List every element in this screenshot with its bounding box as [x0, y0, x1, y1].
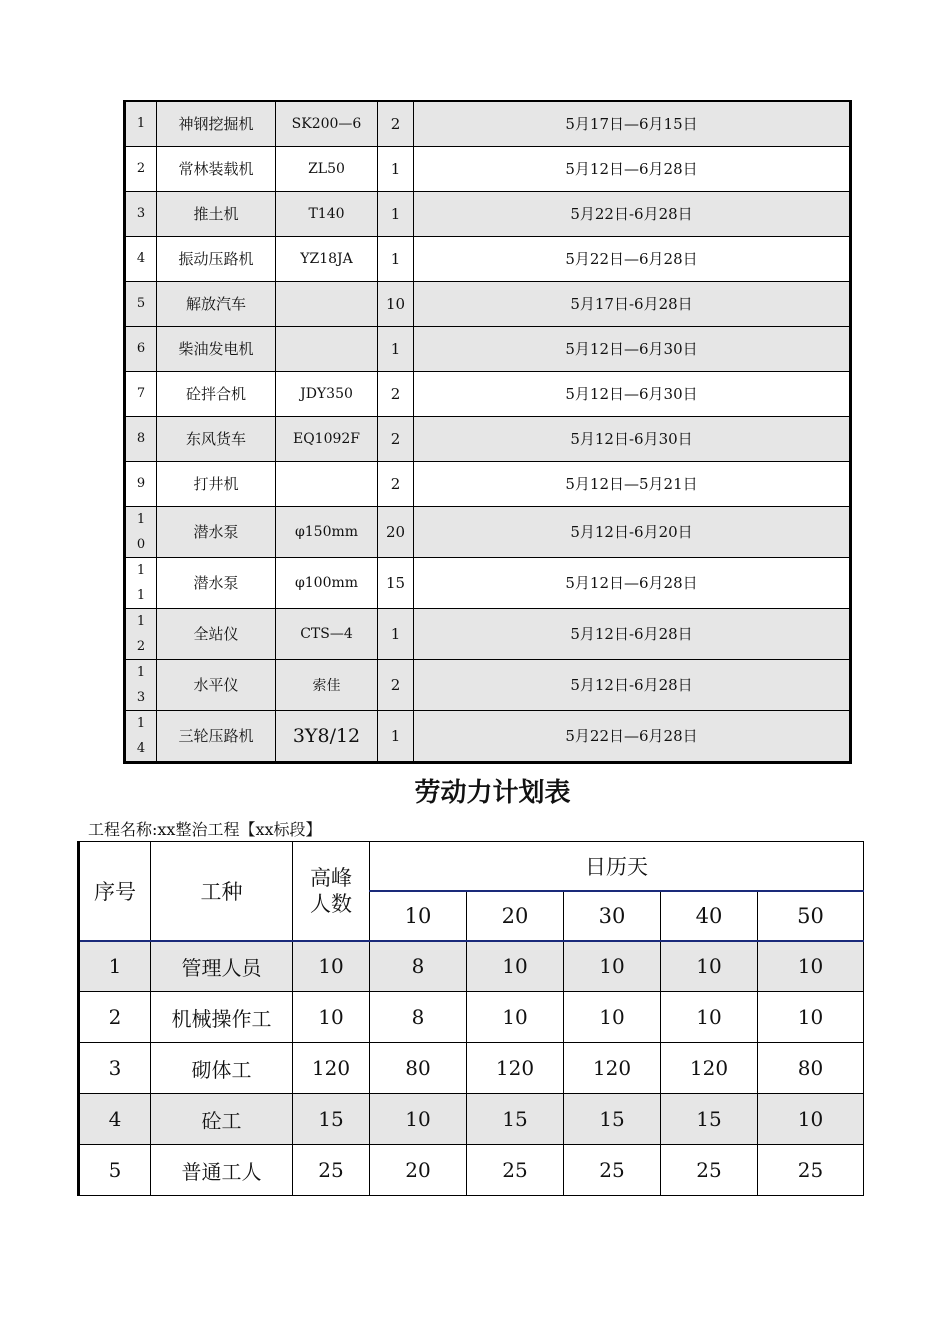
- equipment-model: SK200—6: [276, 101, 378, 146]
- labor-no: 5: [79, 1145, 151, 1196]
- labor-day-value: 10: [467, 992, 564, 1043]
- labor-trade: 普通工人: [151, 1145, 293, 1196]
- equipment-qty: 2: [378, 371, 414, 416]
- labor-day-value: 25: [564, 1145, 661, 1196]
- equipment-row: [125, 506, 851, 557]
- equipment-name: 神钢挖掘机: [157, 101, 276, 146]
- equipment-qty: 1: [378, 608, 414, 659]
- equipment-row: [125, 608, 851, 659]
- equipment-model: φ100mm: [276, 557, 378, 608]
- equipment-period: 5月12日—6月30日: [414, 371, 851, 416]
- labor-day-value: 25: [758, 1145, 864, 1196]
- labor-no: 4: [79, 1094, 151, 1145]
- equipment-row: [125, 710, 851, 762]
- labor-day-value: 10: [758, 1094, 864, 1145]
- equipment-table: [123, 100, 852, 764]
- labor-peak: 120: [293, 1043, 370, 1094]
- equipment-name: 全站仪: [157, 608, 276, 659]
- equipment-name: 潜水泵: [157, 557, 276, 608]
- equipment-no: 1: [125, 101, 157, 146]
- labor-peak: 10: [293, 941, 370, 992]
- equipment-name: 水平仪: [157, 659, 276, 710]
- equipment-no: 5: [125, 281, 157, 326]
- labor-day-value: 15: [467, 1094, 564, 1145]
- equipment-period: 5月22日—6月28日: [414, 236, 851, 281]
- labor-day-value: 15: [661, 1094, 758, 1145]
- labor-row: [79, 941, 864, 992]
- labor-day-value: 10: [564, 992, 661, 1043]
- labor-day-value: 15: [564, 1094, 661, 1145]
- labor-day-value: 10: [758, 941, 864, 992]
- labor-day-value: 80: [758, 1043, 864, 1094]
- equipment-period: 5月22日-6月28日: [414, 191, 851, 236]
- equipment-no: 9: [125, 461, 157, 506]
- equipment-row: [125, 461, 851, 506]
- equipment-model: [276, 281, 378, 326]
- equipment-model: YZ18JA: [276, 236, 378, 281]
- equipment-qty: 2: [378, 461, 414, 506]
- equipment-model: 3Y8/12: [276, 710, 378, 762]
- equipment-period: 5月12日—6月28日: [414, 557, 851, 608]
- equipment-model: JDY350: [276, 371, 378, 416]
- equipment-qty: 1: [378, 236, 414, 281]
- equipment-model: 索佳: [276, 659, 378, 710]
- labor-day-value: 25: [467, 1145, 564, 1196]
- header-day: 10: [370, 891, 467, 941]
- equipment-row: [125, 326, 851, 371]
- equipment-qty: 2: [378, 101, 414, 146]
- equipment-period: 5月12日-6月28日: [414, 659, 851, 710]
- equipment-no: 14: [125, 710, 157, 762]
- equipment-row: [125, 659, 851, 710]
- equipment-period: 5月22日—6月28日: [414, 710, 851, 762]
- equipment-no: 13: [125, 659, 157, 710]
- labor-plan-table: [77, 841, 864, 1196]
- equipment-qty: 1: [378, 191, 414, 236]
- equipment-model: T140: [276, 191, 378, 236]
- labor-day-value: 120: [467, 1043, 564, 1094]
- equipment-name: 常林装载机: [157, 146, 276, 191]
- equipment-no: 6: [125, 326, 157, 371]
- equipment-qty: 1: [378, 710, 414, 762]
- equipment-model: EQ1092F: [276, 416, 378, 461]
- equipment-model: φ150mm: [276, 506, 378, 557]
- equipment-period: 5月12日-6月28日: [414, 608, 851, 659]
- labor-day-value: 10: [467, 941, 564, 992]
- labor-row: [79, 1145, 864, 1196]
- labor-row: [79, 992, 864, 1043]
- labor-trade: 机械操作工: [151, 992, 293, 1043]
- labor-day-value: 8: [370, 941, 467, 992]
- equipment-period: 5月17日—6月15日: [414, 101, 851, 146]
- equipment-no: 3: [125, 191, 157, 236]
- equipment-model: [276, 326, 378, 371]
- equipment-no: 11: [125, 557, 157, 608]
- equipment-qty: 10: [378, 281, 414, 326]
- labor-day-value: 10: [370, 1094, 467, 1145]
- equipment-period: 5月17日-6月28日: [414, 281, 851, 326]
- equipment-qty: 1: [378, 326, 414, 371]
- equipment-model: [276, 461, 378, 506]
- header-peak-line1: 高峰: [310, 865, 352, 890]
- header-trade: 工种: [151, 842, 293, 941]
- labor-day-value: 20: [370, 1145, 467, 1196]
- equipment-qty: 15: [378, 557, 414, 608]
- labor-day-value: 10: [564, 941, 661, 992]
- labor-day-value: 80: [370, 1043, 467, 1094]
- equipment-row: [125, 557, 851, 608]
- equipment-name: 推土机: [157, 191, 276, 236]
- equipment-table-body: [125, 101, 851, 762]
- equipment-no: 7: [125, 371, 157, 416]
- equipment-qty: 2: [378, 659, 414, 710]
- equipment-row: [125, 146, 851, 191]
- equipment-period: 5月12日—5月21日: [414, 461, 851, 506]
- equipment-name: 解放汽车: [157, 281, 276, 326]
- equipment-period: 5月12日—6月28日: [414, 146, 851, 191]
- equipment-no: 10: [125, 506, 157, 557]
- labor-day-value: 25: [661, 1145, 758, 1196]
- equipment-name: 潜水泵: [157, 506, 276, 557]
- labor-header-row: [79, 842, 864, 891]
- labor-trade: 管理人员: [151, 941, 293, 992]
- header-day: 50: [758, 891, 864, 941]
- labor-day-value: 10: [758, 992, 864, 1043]
- labor-no: 2: [79, 992, 151, 1043]
- equipment-row: [125, 191, 851, 236]
- equipment-row: [125, 416, 851, 461]
- equipment-qty: 1: [378, 146, 414, 191]
- equipment-no: 4: [125, 236, 157, 281]
- header-peak: [293, 842, 370, 941]
- equipment-row: [125, 281, 851, 326]
- labor-no: 1: [79, 941, 151, 992]
- equipment-period: 5月12日—6月30日: [414, 326, 851, 371]
- equipment-qty: 2: [378, 416, 414, 461]
- labor-row: [79, 1043, 864, 1094]
- equipment-period: 5月12日-6月30日: [414, 416, 851, 461]
- labor-table-body: [79, 941, 864, 1196]
- labor-day-value: 120: [564, 1043, 661, 1094]
- equipment-period: 5月12日-6月20日: [414, 506, 851, 557]
- labor-day-value: 10: [661, 992, 758, 1043]
- labor-trade: 砼工: [151, 1094, 293, 1145]
- header-peak-line2: 人数: [310, 891, 352, 916]
- page-title: 劳动力计划表: [414, 778, 571, 808]
- labor-day-value: 8: [370, 992, 467, 1043]
- equipment-name: 柴油发电机: [157, 326, 276, 371]
- header-day: 40: [661, 891, 758, 941]
- equipment-row: [125, 101, 851, 146]
- header-no: 序号: [79, 842, 151, 941]
- equipment-no: 8: [125, 416, 157, 461]
- equipment-name: 振动压路机: [157, 236, 276, 281]
- header-calendar: 日历天: [370, 842, 864, 891]
- labor-peak: 10: [293, 992, 370, 1043]
- equipment-model: CTS—4: [276, 608, 378, 659]
- labor-day-value: 120: [661, 1043, 758, 1094]
- equipment-row: [125, 236, 851, 281]
- labor-day-value: 10: [661, 941, 758, 992]
- header-day: 30: [564, 891, 661, 941]
- equipment-row: [125, 371, 851, 416]
- equipment-no: 2: [125, 146, 157, 191]
- equipment-name: 砼拌合机: [157, 371, 276, 416]
- project-name: 工程名称:xx整治工程【xx标段】: [88, 820, 322, 839]
- equipment-no: 12: [125, 608, 157, 659]
- equipment-qty: 20: [378, 506, 414, 557]
- labor-trade: 砌体工: [151, 1043, 293, 1094]
- equipment-name: 东风货车: [157, 416, 276, 461]
- header-day: 20: [467, 891, 564, 941]
- equipment-name: 打井机: [157, 461, 276, 506]
- labor-row: [79, 1094, 864, 1145]
- labor-peak: 25: [293, 1145, 370, 1196]
- labor-peak: 15: [293, 1094, 370, 1145]
- labor-no: 3: [79, 1043, 151, 1094]
- equipment-model: ZL50: [276, 146, 378, 191]
- equipment-name: 三轮压路机: [157, 710, 276, 762]
